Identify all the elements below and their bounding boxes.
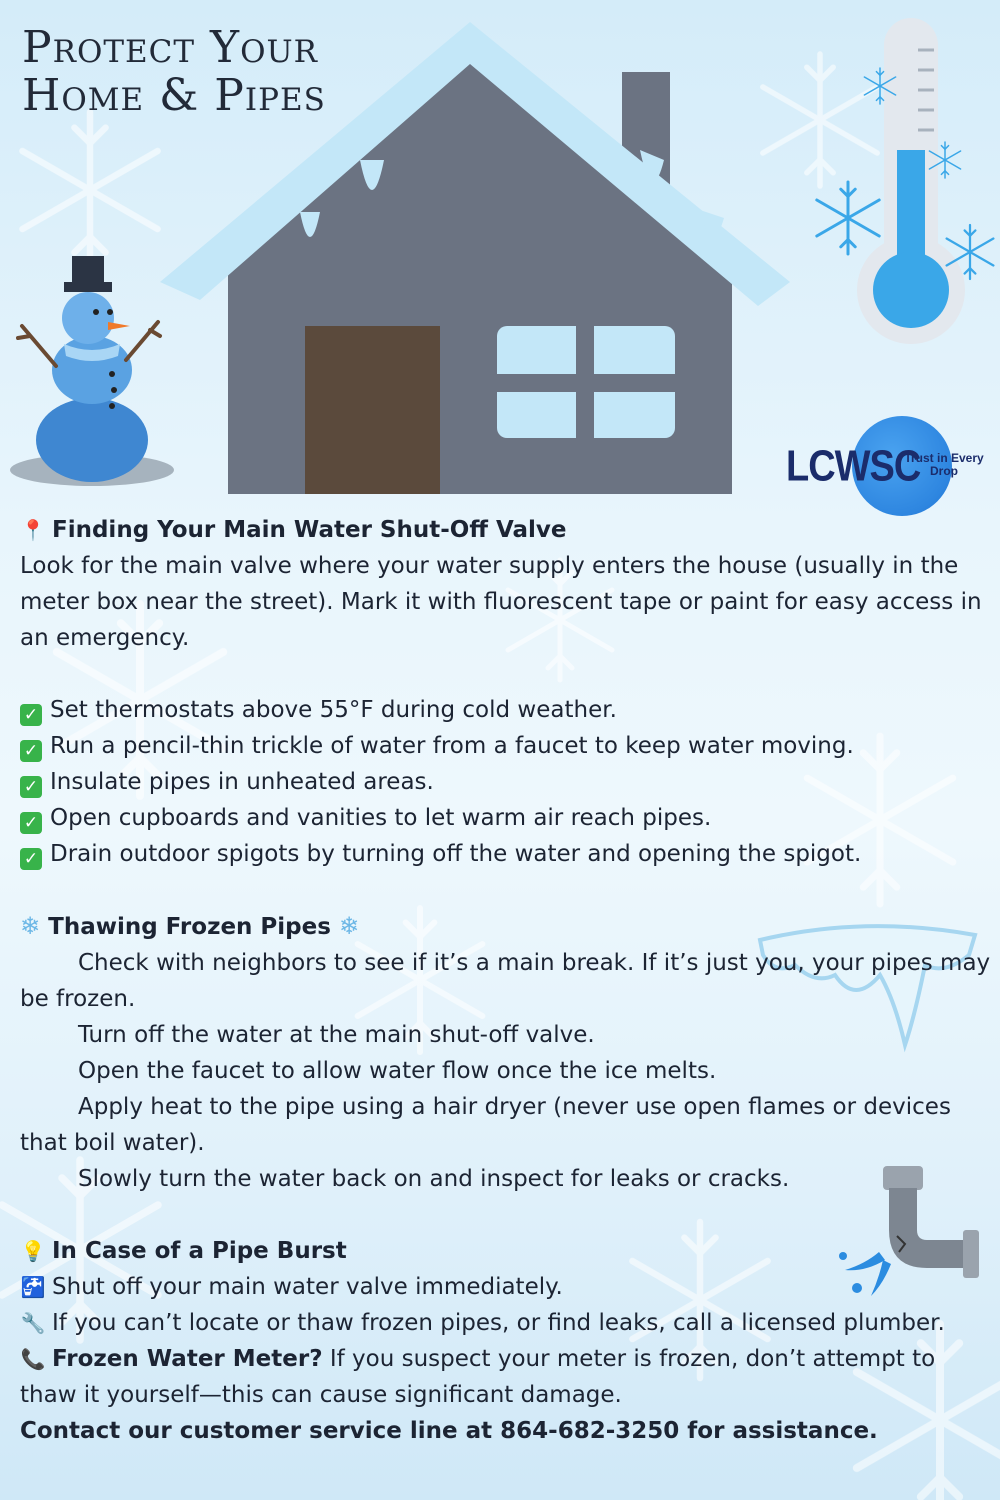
tip-text: Run a pencil-thin trickle of water from a faucet to keep water moving. xyxy=(50,733,854,759)
page-title xyxy=(22,24,326,120)
thawing-step: Apply heat to the pipe using a hair dryer (never use open flames or devices that boil water). xyxy=(20,1094,951,1156)
thawing-step: Open the faucet to allow water flow once the ice melts. xyxy=(78,1058,717,1084)
meter-note-bold: Frozen Water Meter? xyxy=(52,1346,323,1372)
tip-item xyxy=(20,692,992,728)
lcwsc-logo xyxy=(782,416,992,516)
contact-line: Contact our customer service line at 864-682-3250 for assistance. xyxy=(20,1418,878,1444)
burst-item xyxy=(20,1269,992,1305)
shutoff-heading xyxy=(20,512,992,548)
tip-text: Drain outdoor spigots by turning off the water and opening the spigot. xyxy=(50,841,862,867)
logo-tagline: Trust in Every Drop xyxy=(904,451,984,478)
thawing-step: Slowly turn the water back on and inspect for leaks or cracks. xyxy=(78,1166,790,1192)
meter-note-text: If you suspect your meter is frozen, don’t attempt to thaw it yourself—this can cause significant damage. xyxy=(20,1346,936,1408)
burst-heading xyxy=(20,1233,992,1269)
tip-item xyxy=(20,836,992,872)
thawing-step: Turn off the water at the main shut-off valve. xyxy=(78,1022,595,1048)
tip-item xyxy=(20,800,992,836)
checkmark-icon: ✓ xyxy=(20,704,42,726)
tip-item xyxy=(20,764,992,800)
shutoff-heading-text: Finding Your Main Water Shut-Off Valve xyxy=(52,517,567,543)
title-line-1: Protect Your xyxy=(22,22,318,73)
logo-name: LCWSC xyxy=(786,442,921,492)
checkmark-icon: ✓ xyxy=(20,848,42,870)
snowflake-icon: ❄ xyxy=(338,912,360,940)
tip-text: Set thermostats above 55°F during cold weather. xyxy=(50,697,617,723)
thawing-step: Check with neighbors to see if it’s a main break. If it’s just you, your pipes may be frozen. xyxy=(20,950,991,1012)
burst-item xyxy=(20,1305,992,1341)
burst-item-text: Shut off your main water valve immediately. xyxy=(52,1274,563,1300)
checkmark-icon: ✓ xyxy=(20,740,42,762)
snowflake-icon: ❄ xyxy=(20,912,41,940)
tip-text: Open cupboards and vanities to let warm air reach pipes. xyxy=(50,805,712,831)
phone-icon: 📞 xyxy=(20,1347,46,1371)
wrench-icon: 🔧 xyxy=(20,1311,46,1335)
meter-note xyxy=(20,1341,992,1413)
faucet-icon: 🚰 xyxy=(20,1275,46,1299)
thermometer-icon xyxy=(857,18,965,344)
tip-text: Insulate pipes in unheated areas. xyxy=(50,769,434,795)
checkmark-icon: ✓ xyxy=(20,776,42,798)
main-content xyxy=(20,512,992,1449)
pin-icon: 📍 xyxy=(20,518,46,542)
snowman-illustration xyxy=(10,256,174,486)
thawing-heading xyxy=(20,908,992,945)
burst-item-text: If you can’t locate or thaw frozen pipes, or find leaks, call a licensed plumber. xyxy=(52,1310,945,1336)
thawing-heading-text: Thawing Frozen Pipes xyxy=(48,914,331,940)
title-line-2: Home & Pipes xyxy=(22,70,326,121)
tip-item xyxy=(20,728,992,764)
shutoff-body: Look for the main valve where your water supply enters the house (usually in the meter box near the street). Mark it with fluorescent tape or paint for easy access in an emergency. xyxy=(20,553,982,651)
checkmark-icon: ✓ xyxy=(20,812,42,834)
burst-heading-text: In Case of a Pipe Burst xyxy=(52,1238,347,1264)
lightbulb-icon: 💡 xyxy=(20,1239,46,1263)
